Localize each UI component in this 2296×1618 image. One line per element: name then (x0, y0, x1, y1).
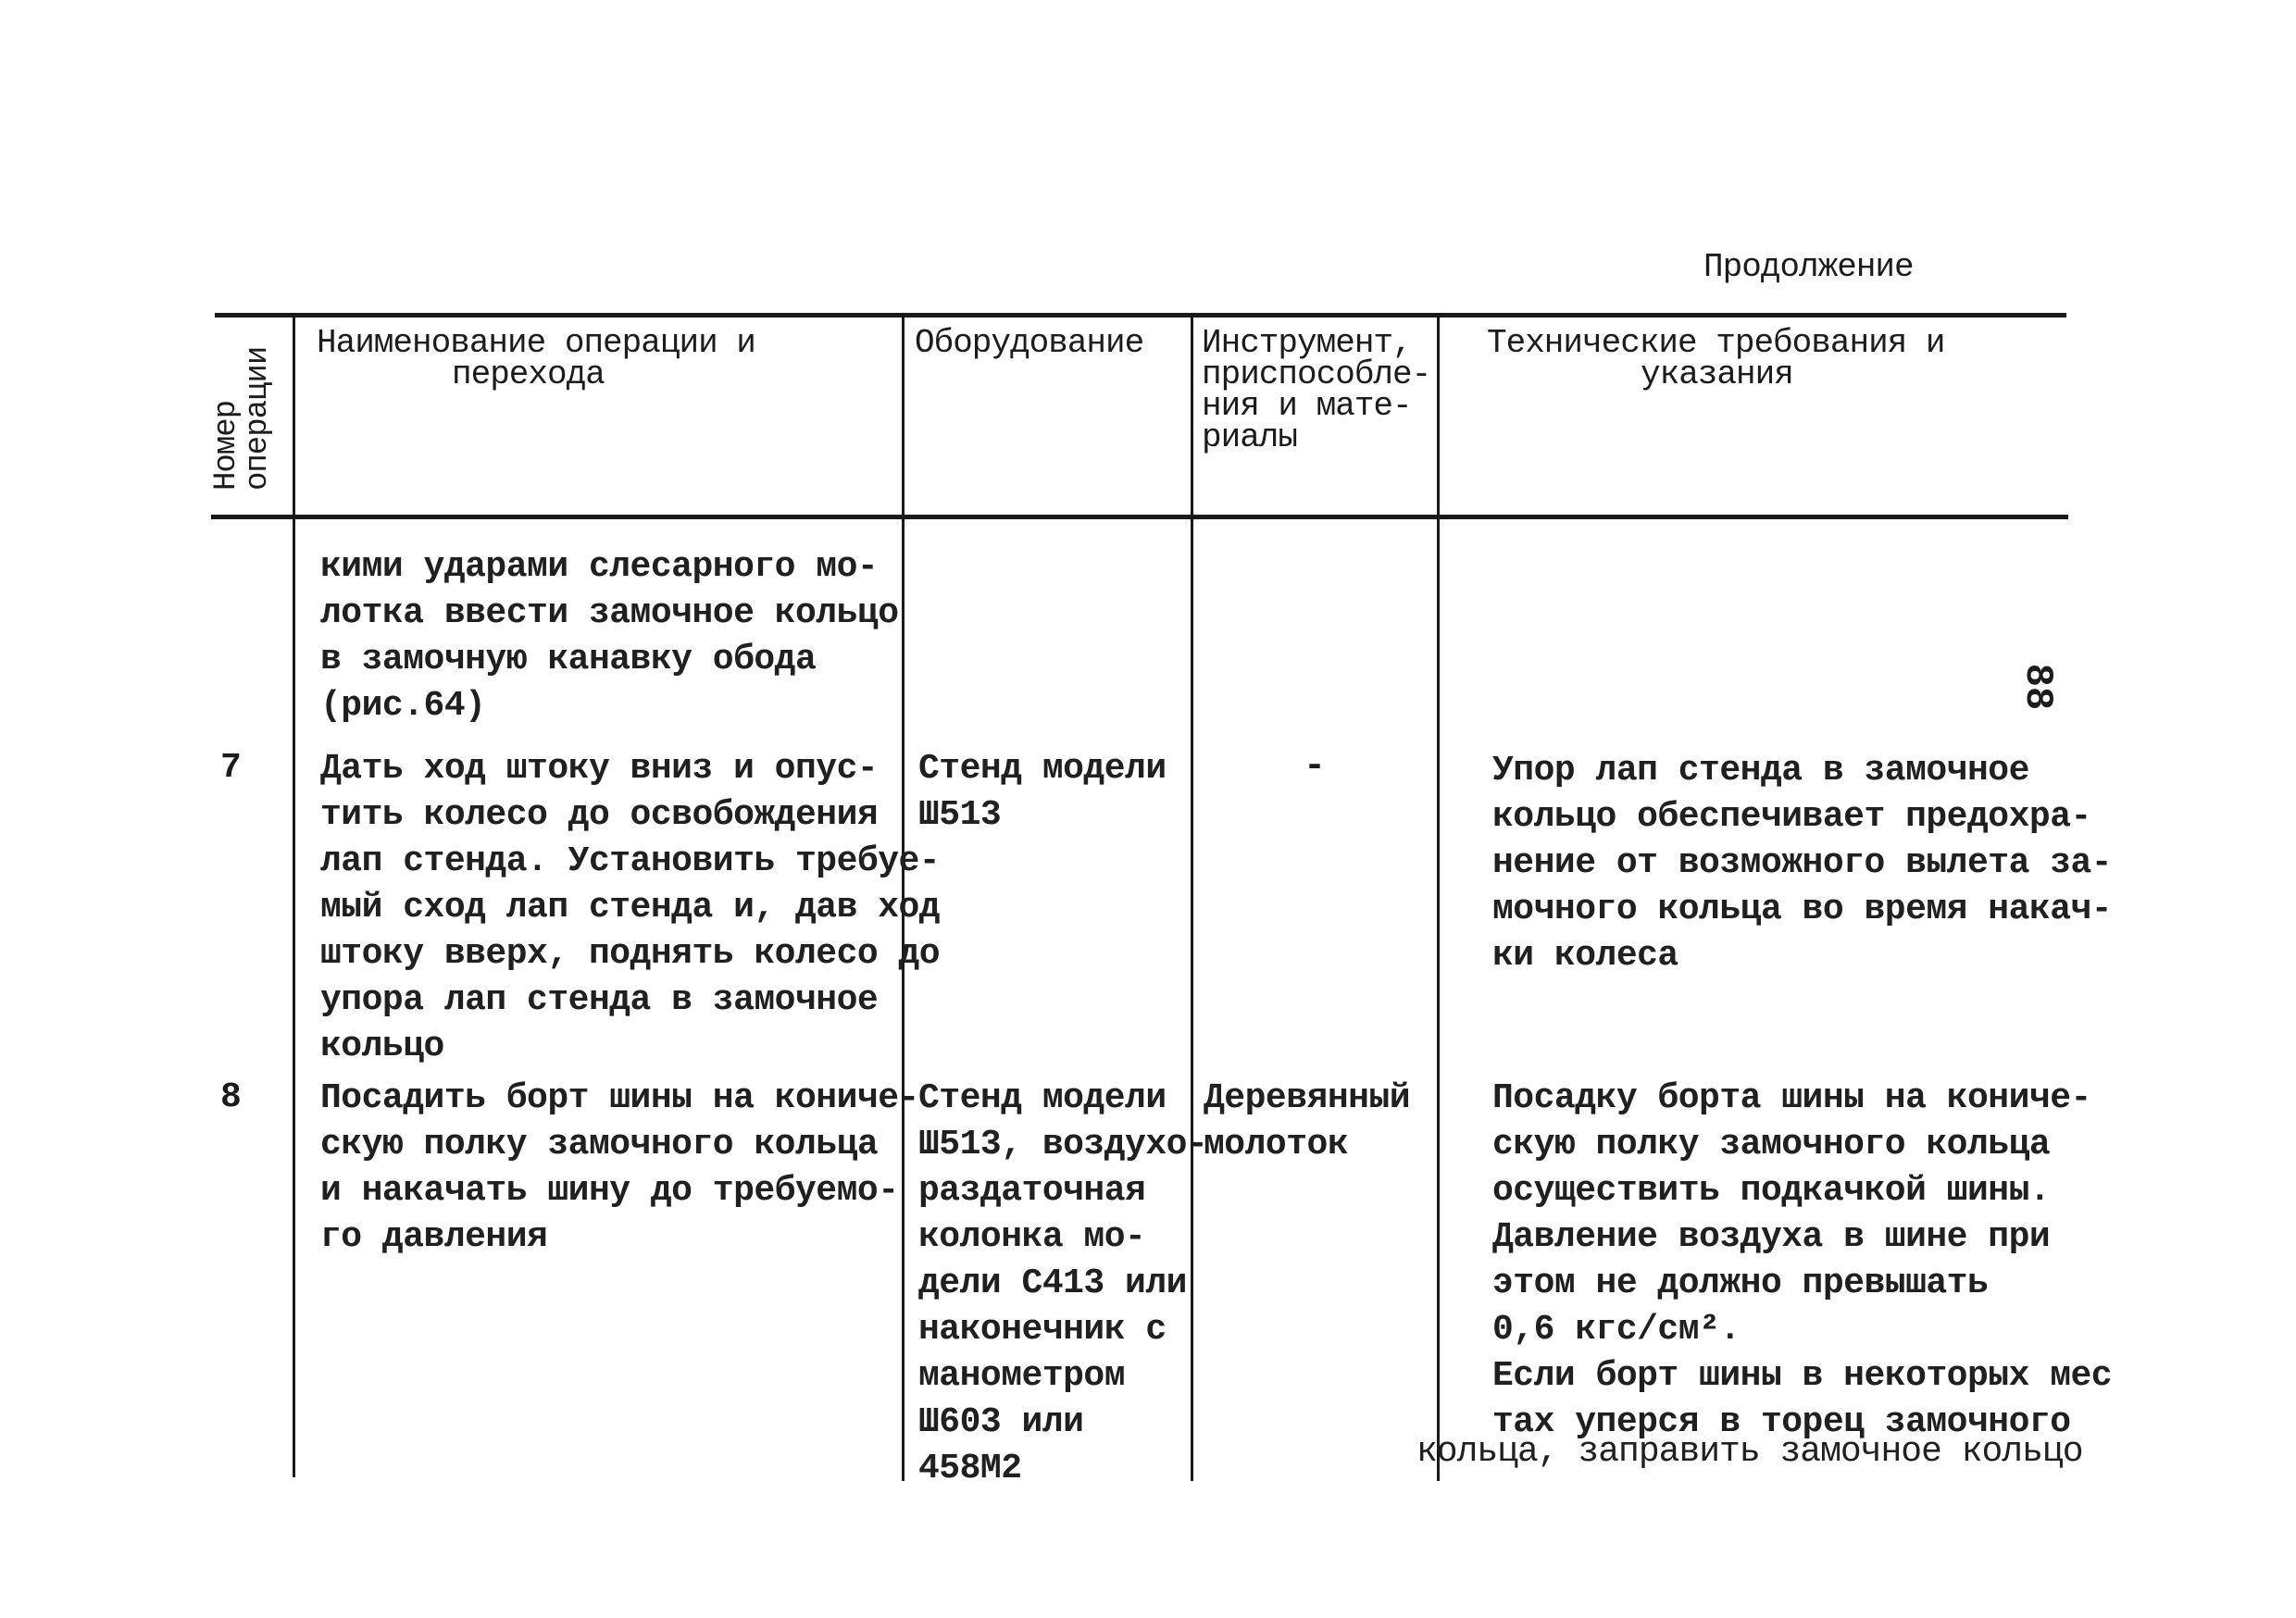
row-1-requirements-line-3: нение от возможного вылета за- (1492, 843, 2113, 883)
continuation-label: Продолжение (1703, 248, 1914, 286)
row-0-operation-line-3: в замочную канавку обода (320, 640, 817, 679)
row-1-operation-line-2: тить колесо до освобождения (320, 795, 879, 835)
row-0-operation-line-2: лотка ввести замочное кольцо (320, 593, 899, 633)
row-2-operation-line-3: и накачать шину до требуемо- (320, 1171, 899, 1211)
row-1-requirements-line-2: кольцо обеспечивает предохра- (1492, 797, 2091, 837)
row-2-equipment-line-1: Стенд модели (918, 1078, 1167, 1118)
row-2-equipment-line-9: 458М2 (918, 1449, 1022, 1488)
column-divider-1 (293, 313, 295, 1477)
row-2-tools-line-2: молоток (1204, 1125, 1349, 1164)
row-1-operation (320, 746, 940, 1070)
row-2-operation-line-1: Посадить борт шины на кониче- (320, 1078, 919, 1118)
row-2-requirements-overflow: кольца, заправить замочное кольцо (1416, 1432, 2083, 1472)
row-1-operation-line-1: Дать ход штоку вниз и опус- (320, 749, 879, 789)
header-col-number (211, 347, 274, 491)
header-bottom-rule (211, 515, 2068, 519)
row-2-requirements-line-3: осуществить подкачкой шины. (1492, 1171, 2051, 1211)
header-col-requirements-line-2: указания (1641, 355, 1793, 393)
column-divider-4 (1437, 313, 1440, 1481)
row-1-equipment (918, 746, 1167, 839)
row-2-requirements-line-5: этом не должно превышать (1492, 1263, 1989, 1303)
row-2-equipment-line-8: Ш603 или (918, 1402, 1084, 1442)
row-2-requirements-line-4: Давление воздуха в шине при (1492, 1217, 2051, 1257)
row-0-operation (320, 544, 899, 729)
row-1-operation-line-3: лап стенда. Установить требуе- (320, 841, 941, 881)
row-2-equipment-line-4: колонка мо- (918, 1217, 1146, 1257)
row-2-requirements (1492, 1076, 2112, 1446)
row-2-number: 8 (220, 1077, 242, 1117)
header-col-tools (1202, 324, 1431, 456)
row-2-equipment (918, 1076, 1207, 1492)
row-1-requirements-line-1: Упор лап стенда в замочное (1492, 751, 2029, 790)
row-2-equipment-line-7: манометром (918, 1356, 1126, 1396)
header-col-operation-line-2: перехода (452, 355, 605, 393)
row-2-requirements-line-7: Если борт шины в некоторых мес (1492, 1356, 2113, 1396)
row-1-requirements-line-4: мочного кольца во время накач- (1492, 890, 2113, 929)
row-2-operation (320, 1076, 919, 1261)
row-2-equipment-line-6: наконечник с (918, 1310, 1167, 1350)
header-col-tools-line-2: приспособле- (1202, 355, 1431, 393)
row-2-equipment-line-2: Ш513, воздухо- (918, 1125, 1208, 1164)
table-top-rule (215, 313, 2066, 317)
row-2-requirements-line-6: 0,6 кгс/см². (1492, 1310, 1741, 1350)
row-1-operation-line-5: штоку вверх, поднять колесо до (320, 934, 941, 974)
row-2-operation-line-4: го давления (320, 1217, 548, 1257)
row-1-operation-line-7: кольцо (320, 1027, 444, 1066)
row-2-operation-line-2: скую полку замочного кольца (320, 1125, 879, 1164)
row-2-tools-line-1: Деревянный (1204, 1078, 1411, 1118)
row-1-requirements-line-5: ки колеса (1492, 936, 1678, 976)
header-col-requirements (1487, 324, 1945, 393)
header-col-operation (317, 324, 755, 393)
header-col-requirements-line-1: Технические требования и (1487, 324, 1945, 362)
header-col-number-line-1: Номер (209, 400, 244, 491)
row-1-operation-line-6: упора лап стенда в замочное (320, 980, 879, 1020)
header-col-equipment (915, 324, 1144, 362)
row-2-requirements-line-8: тах уперся в торец замочного (1492, 1402, 2071, 1442)
page-number: 88 (2015, 663, 2061, 711)
row-2-equipment-line-3: раздаточная (918, 1171, 1146, 1211)
header-col-tools-line-1: Инструмент, (1202, 324, 1412, 362)
header-col-equipment-line-1: Оборудование (915, 324, 1144, 362)
row-1-number: 7 (220, 748, 242, 788)
row-0-operation-line-1: кими ударами слесарного мо- (320, 547, 879, 587)
header-col-operation-line-1: Наименование операции и (317, 324, 755, 362)
row-2-equipment-line-5: дели С413 или (918, 1263, 1187, 1303)
row-2-requirements-line-1: Посадку борта шины на кониче- (1492, 1078, 2091, 1118)
row-1-equipment-line-1: Стенд модели (918, 749, 1167, 789)
row-1-equipment-line-2: Ш513 (918, 795, 1002, 835)
header-col-number-line-2: операции (241, 346, 276, 491)
header-col-tools-line-4: риалы (1202, 418, 1298, 456)
header-col-tools-line-3: ния и мате- (1202, 387, 1412, 425)
row-1-tools: - (1304, 746, 1327, 788)
row-2-tools (1204, 1076, 1410, 1168)
row-2-requirements-line-2: скую полку замочного кольца (1492, 1125, 2051, 1164)
row-1-requirements (1492, 748, 2112, 979)
row-0-operation-line-4: (рис.64) (320, 686, 486, 726)
row-1-operation-line-4: мый сход лап стенда и, дав ход (320, 888, 941, 927)
